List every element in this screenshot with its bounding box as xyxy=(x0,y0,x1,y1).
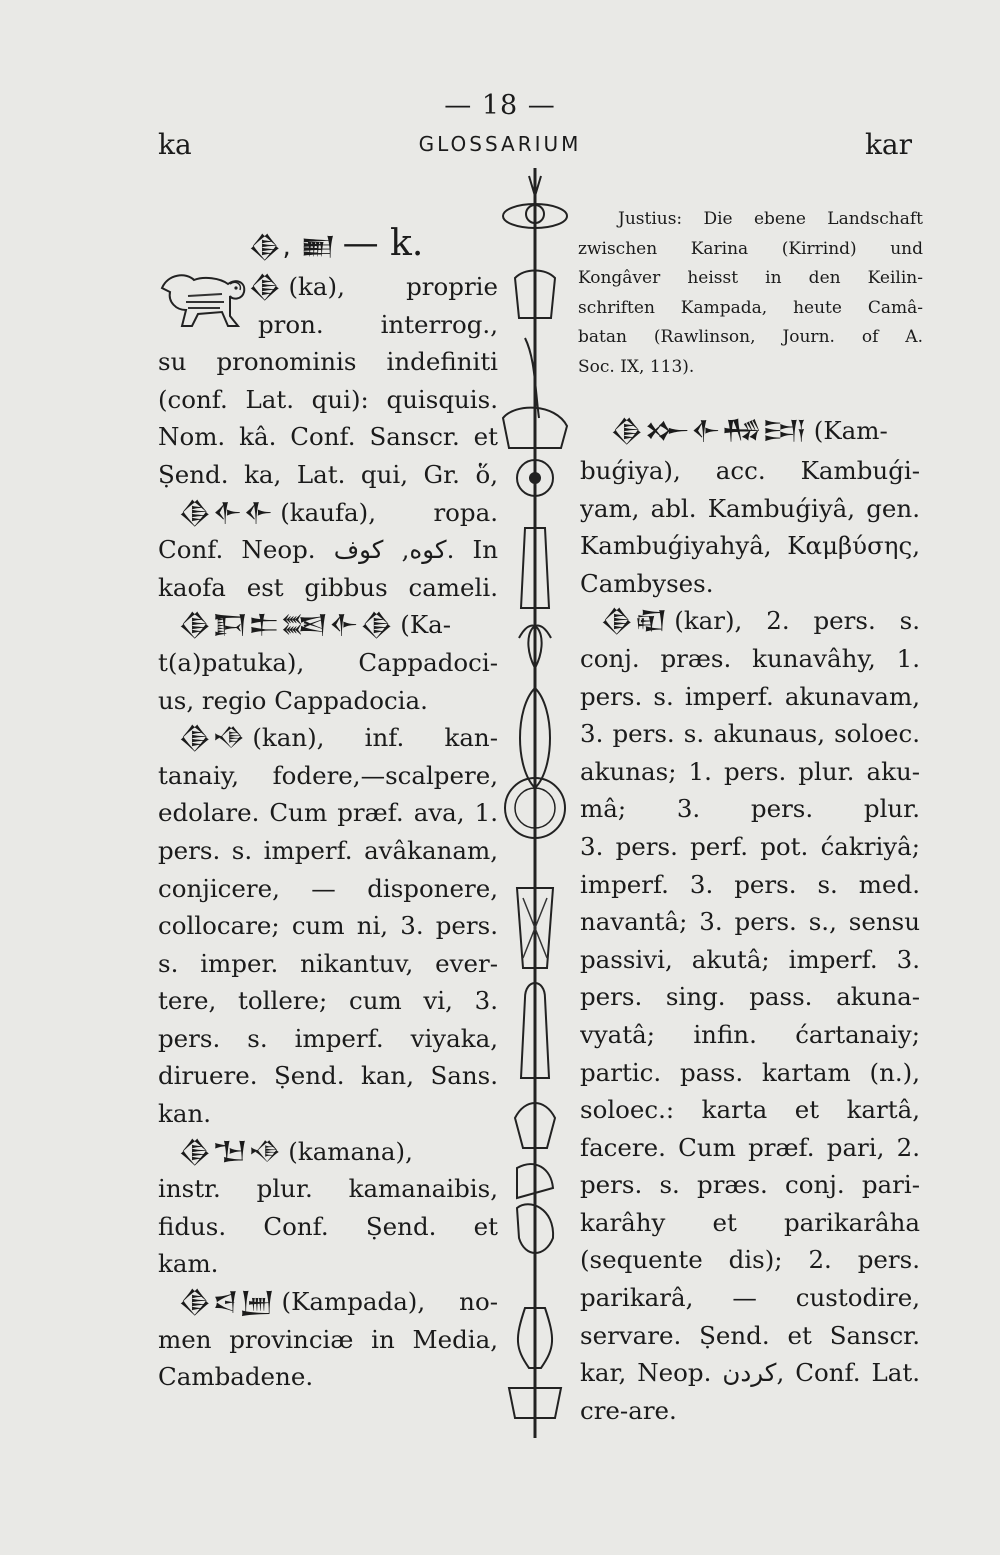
text-line xyxy=(580,452,920,490)
cuneiform-sign: 𒆠𒁀𒅁 xyxy=(178,1287,276,1318)
line-text: tere, tollere; cum vi, 3. xyxy=(158,986,498,1016)
line-text: t(a)patuka), Cappadoci- xyxy=(158,647,498,677)
text-line xyxy=(158,870,498,908)
line-text: passivi, akutâ; imperf. 3. xyxy=(580,944,920,974)
line-text: Ṣend. ka, Lat. qui, Gr. ὅ, xyxy=(158,459,498,489)
line-text: servare. Ṣend. et Sanscr. xyxy=(580,1320,920,1350)
text-line xyxy=(580,678,920,716)
line-text: (Ka- xyxy=(400,610,452,640)
text-line xyxy=(580,1204,920,1242)
page-number: — 18 — xyxy=(444,90,556,121)
text-line xyxy=(158,606,498,644)
note-text: zwischen Karina (Kirrind) und xyxy=(578,238,923,259)
line-text: Conf. Neop. كوه, كوف. In xyxy=(158,535,498,565)
text-line xyxy=(580,1054,920,1092)
heading-text: — k. xyxy=(342,223,424,264)
text-line xyxy=(580,565,920,603)
note-line xyxy=(578,294,923,324)
cuneiform-sign: 𒆠𒈠𒈾 xyxy=(178,1136,283,1167)
text-line xyxy=(158,494,498,532)
left-column xyxy=(158,220,498,1396)
ornament-column xyxy=(495,168,575,1438)
running-head-title: GLOSSARIUM xyxy=(418,132,582,156)
text-line xyxy=(580,790,920,828)
text-line xyxy=(580,490,920,528)
line-text: Kambuǵiyahyâ, Καμβύσης, xyxy=(580,531,920,561)
text-line xyxy=(158,832,498,870)
running-head-left: ka xyxy=(158,128,192,161)
text-line xyxy=(158,1133,498,1171)
text-line xyxy=(580,903,920,941)
text-line xyxy=(158,982,498,1020)
line-text: buǵiya), acc. Kambuǵi- xyxy=(580,456,920,485)
text-line xyxy=(158,268,498,306)
text-line xyxy=(158,1283,498,1321)
line-text: imperf. 3. pers. s. med. xyxy=(580,869,920,899)
cuneiform-sign: 𒆠𒊏 xyxy=(600,606,669,637)
text-line xyxy=(158,1057,498,1095)
line-text: pron. interrog., xyxy=(258,309,498,339)
cuneiform-sign: 𒆠𒁍𒅆𒄀𒅀 xyxy=(610,416,808,446)
text-line xyxy=(158,945,498,983)
line-text: yam, abl. Kambuǵiyâ, gen. xyxy=(580,493,920,523)
text-line xyxy=(158,1358,498,1396)
line-text: (sequente dis); 2. pers. xyxy=(580,1245,920,1275)
text-line xyxy=(580,527,920,565)
line-text: pers. s. imperf. viyaka, xyxy=(158,1023,498,1053)
line-text: parikarâ, — custodire, xyxy=(580,1283,920,1313)
text-line xyxy=(580,1129,920,1167)
text-line xyxy=(158,1321,498,1359)
line-text: (conf. Lat. qui): quisquis. xyxy=(158,384,498,414)
line-text: (ka), proprie xyxy=(288,272,498,301)
text-line xyxy=(158,418,498,456)
text-line xyxy=(580,1166,920,1204)
running-head-right: kar xyxy=(864,128,912,161)
line-text: fidus. Conf. Ṣend. et xyxy=(158,1211,498,1241)
text-line xyxy=(580,1016,920,1054)
line-text: karâhy et parikarâha xyxy=(580,1207,920,1237)
text-line xyxy=(580,753,920,791)
text-line xyxy=(158,1095,498,1133)
line-text: (kan), inf. kan- xyxy=(252,723,498,753)
note-text: batan (Rawlinson, Journ. of A. xyxy=(578,327,923,347)
line-text: conjicere, — disponere, xyxy=(158,873,498,903)
line-text: (kamana), xyxy=(288,1136,413,1166)
text-line xyxy=(158,644,498,682)
text-line xyxy=(158,757,498,795)
cuneiform-sign: 𒆠𒈾 xyxy=(178,723,247,754)
line-text: s. imper. nikantuv, ever- xyxy=(158,948,498,978)
line-text: us, regio Cappadocia. xyxy=(158,685,428,715)
line-text: edolare. Cum præf. ava, 1. xyxy=(158,798,498,828)
text-line xyxy=(580,1241,920,1279)
text-line xyxy=(158,1020,498,1058)
line-text: vyatâ; infin. ćartanaiy; xyxy=(580,1019,920,1049)
line-text: men provinciæ in Media, xyxy=(158,1324,498,1354)
line-text: navantâ; 3. pers. s., sensu xyxy=(580,907,920,937)
text-line xyxy=(580,602,920,640)
line-text: Nom. kâ. Conf. Sanscr. et xyxy=(158,422,498,452)
note-text: Justius: Die ebene Landschaft xyxy=(618,209,923,229)
line-text: partic. pass. kartam (n.), xyxy=(580,1057,920,1087)
line-text: 3. pers. perf. pot. ćakriyâ; xyxy=(580,831,920,861)
text-line xyxy=(158,1208,498,1246)
line-text: mâ; 3. pers. plur. xyxy=(580,794,920,824)
note-line xyxy=(578,264,923,294)
line-text: pers. sing. pass. akuna- xyxy=(580,982,920,1012)
line-text: kam. xyxy=(158,1249,219,1279)
text-line xyxy=(158,907,498,945)
line-text: (Kam- xyxy=(813,416,888,445)
line-text: pers. s. præs. conj. pari- xyxy=(580,1170,920,1200)
line-text: Cambadene. xyxy=(158,1362,314,1392)
text-line xyxy=(158,1245,498,1283)
note-text: schriften Kampada, heute Camâ- xyxy=(578,297,923,318)
line-text: su pronominis indefiniti xyxy=(158,347,498,377)
text-line xyxy=(158,306,498,344)
text-line xyxy=(158,531,498,569)
line-text: instr. plur. kamanaibis, xyxy=(158,1174,498,1204)
note-line xyxy=(578,235,923,265)
text-line xyxy=(580,715,920,753)
line-text: Cambyses. xyxy=(580,568,714,598)
text-line xyxy=(580,410,920,452)
line-text: akunas; 1. pers. plur. aku- xyxy=(580,756,920,786)
text-line xyxy=(158,682,498,720)
text-line xyxy=(580,640,920,678)
text-line xyxy=(580,978,920,1016)
text-line xyxy=(158,719,498,757)
text-line xyxy=(158,381,498,419)
cuneiform-sign: 𒆠 xyxy=(248,272,283,302)
note-line xyxy=(578,353,923,383)
text-line xyxy=(158,794,498,832)
text-line xyxy=(158,1170,498,1208)
footnote-block xyxy=(578,205,923,382)
cuneiform-sign: 𒆠𒁕𒉺𒌅𒅆𒆠 xyxy=(178,610,395,641)
text-line xyxy=(580,866,920,904)
line-text: kar, Neop. كردن, Conf. Lat. xyxy=(580,1358,920,1388)
line-text: facere. Cum præf. pari, 2. xyxy=(580,1132,920,1162)
text-line xyxy=(158,456,498,494)
cuneiform-sign: 𒆠𒅆𒅆 xyxy=(178,497,275,528)
line-text: kaofa est gibbus cameli. xyxy=(158,572,498,602)
line-text: 3. pers. s. akunaus, soloec. xyxy=(580,719,920,749)
line-text: pers. s. imperf. avâkanam, xyxy=(158,835,498,865)
line-text: conj. præs. kunavâhy, 1. xyxy=(580,643,920,673)
note-text: Kongâver heisst in den Keilin- xyxy=(578,268,923,288)
note-line xyxy=(578,323,923,353)
line-text: tanaiy, fodere,—scalpere, xyxy=(158,760,498,790)
text-line xyxy=(580,828,920,866)
line-text: cre-are. xyxy=(580,1395,677,1425)
line-text: pers. s. imperf. akunavam, xyxy=(580,681,920,711)
note-text: Soc. IX, 113). xyxy=(578,356,695,377)
text-line xyxy=(580,1279,920,1317)
line-text: soloec.: karta et kartâ, xyxy=(580,1095,920,1125)
note-line xyxy=(578,205,923,235)
line-text: (kaufa), ropa. xyxy=(280,497,498,527)
right-column xyxy=(580,410,920,1429)
line-text: (kar), 2. pers. s. xyxy=(674,606,920,636)
text-line xyxy=(580,1317,920,1355)
entry-heading xyxy=(158,220,498,268)
text-line xyxy=(580,1091,920,1129)
text-line xyxy=(580,1354,920,1392)
line-text: diruere. Ṣend. kan, Sans. xyxy=(158,1061,498,1091)
cuneiform-sign: 𒆠, 𒆤 xyxy=(248,232,337,262)
line-text: (Kampada), no- xyxy=(281,1287,498,1317)
text-line xyxy=(580,1392,920,1430)
text-line xyxy=(158,343,498,381)
text-line xyxy=(158,569,498,607)
line-text: collocare; cum ni, 3. pers. xyxy=(158,911,498,941)
line-text: kan. xyxy=(158,1099,212,1129)
text-line xyxy=(580,941,920,979)
